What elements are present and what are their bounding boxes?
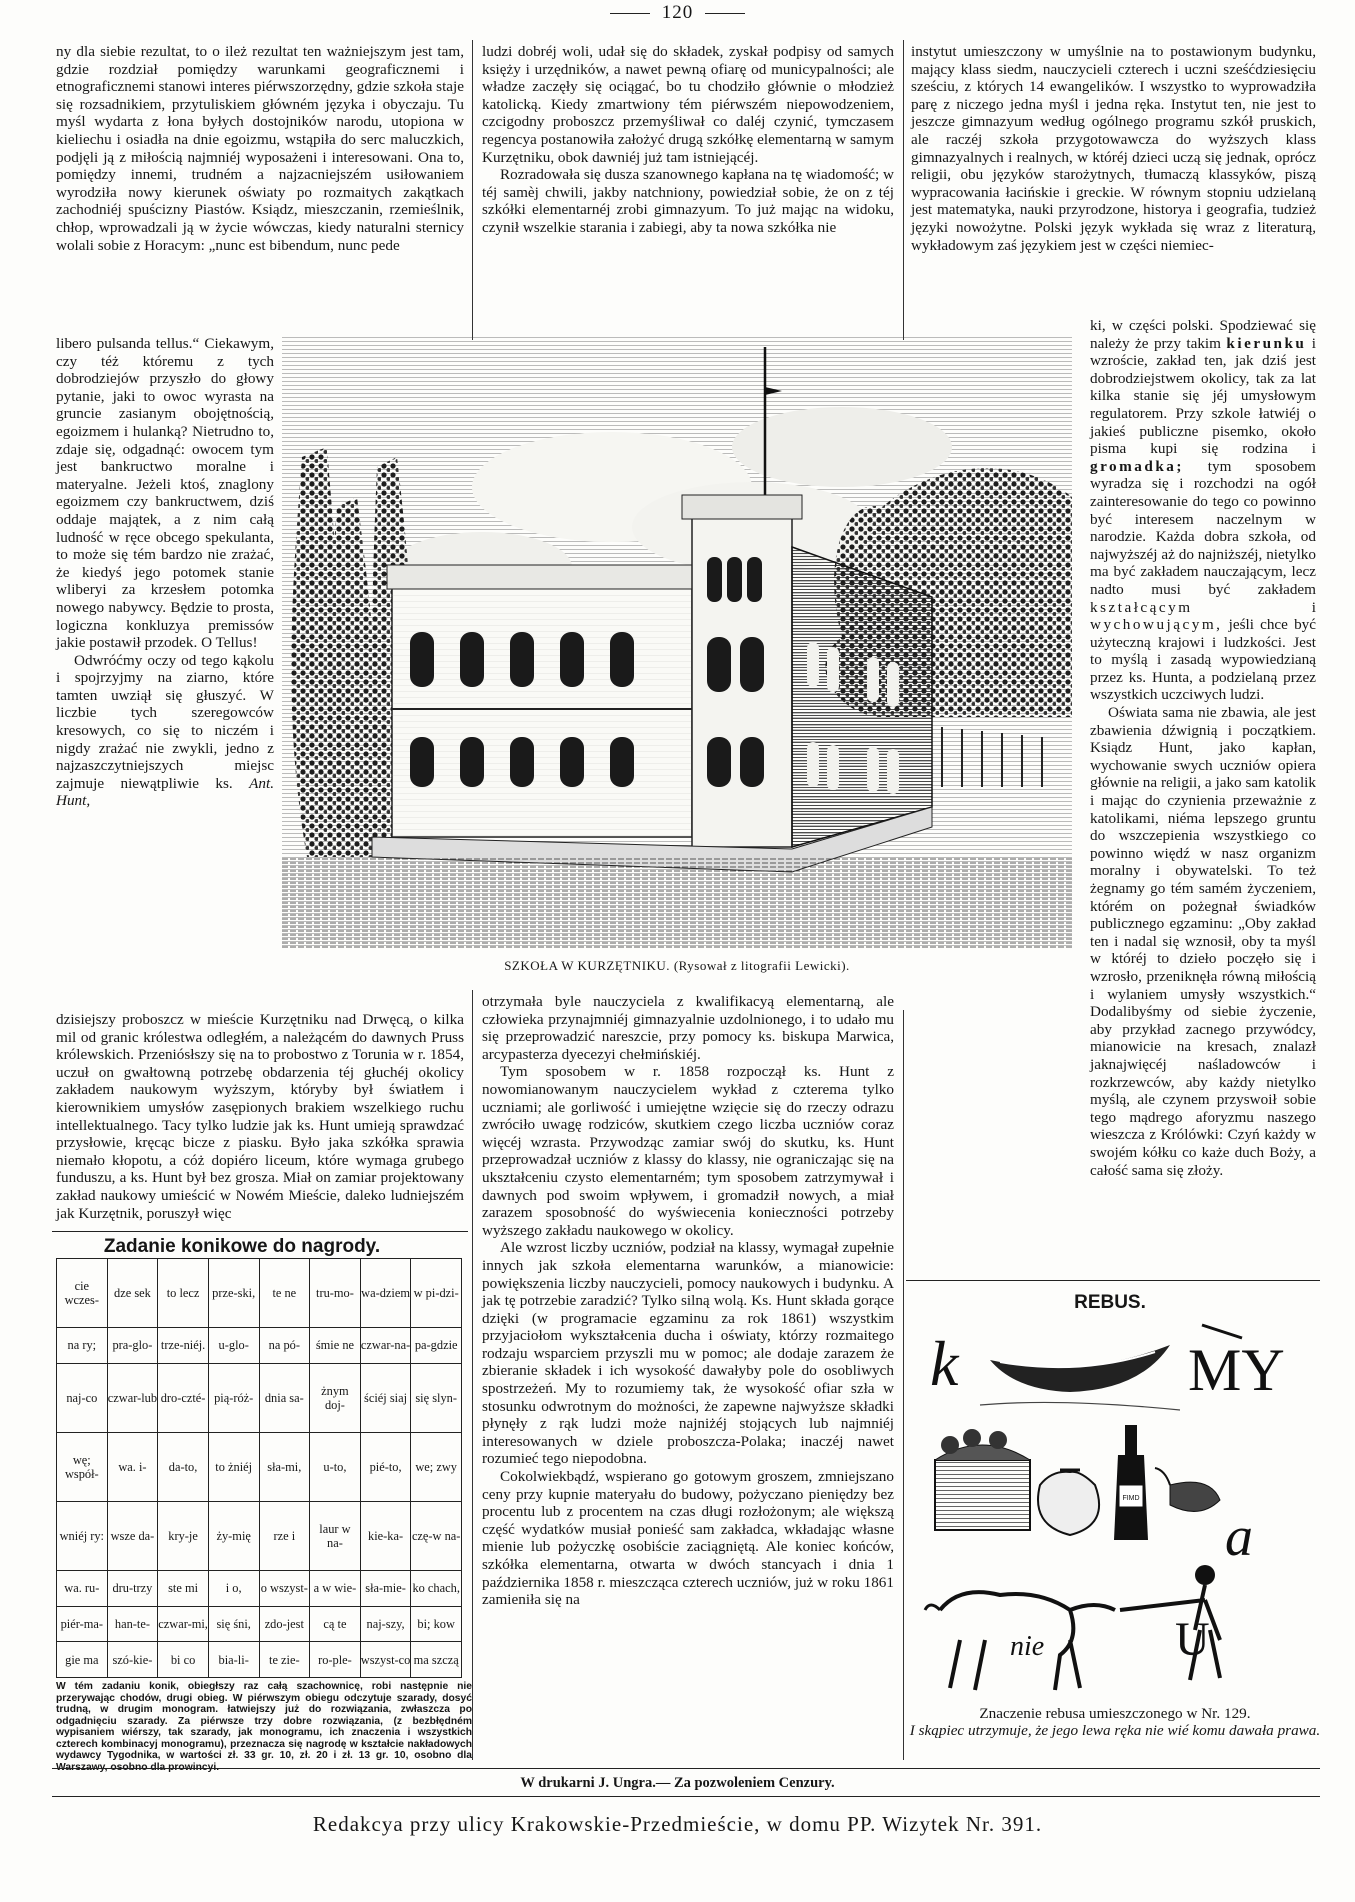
grid-cell: laur w na- <box>310 1501 361 1570</box>
grid-cell: ko chach, <box>411 1570 462 1606</box>
footer-rule-bottom <box>52 1796 1320 1797</box>
footer-rule-top <box>52 1768 1320 1769</box>
column-rule-1 <box>472 40 473 340</box>
emphasis: kształcącym <box>1090 598 1193 616</box>
grid-cell: dze sek <box>107 1259 158 1328</box>
grid-cell: prze-ski, <box>208 1259 259 1328</box>
grid-cell: a w wie- <box>310 1570 361 1606</box>
radish-icon <box>1155 1468 1220 1511</box>
bottle-icon <box>1114 1425 1148 1540</box>
grid-row <box>57 1259 462 1328</box>
paragraph: Tym sposobem w r. 1858 rozpoczął ks. Hunt z nowomianowanym nauczycielem wykład z czterema tylko uczniami; ale gorliwość i umiejętne wzięcie się do rzeczy odrazu zwróciło uwagę rodziców, skutkiem czego liczba uczniów coraz więcéj wzrasta. Przywodząc zamiar swój do skutku, ks. Hunt przeprowadzał uczniów z klassy do klassy, nie ograniczając się na ukształceniu czysto elementarném; tym sposobem zatrzymywał i dawnych pod swoim wpływem, i gromadził nowych, a miał zarazem sposobność do wyświecenia konieczności potrzeby wyższego zakładu naukowego w okolicy. <box>482 1063 894 1239</box>
grid-cell: ro-ple- <box>310 1642 361 1678</box>
grid-cell: kry-je <box>158 1501 209 1570</box>
text-run: ki, w części polski. Spodziewać się należy że przy takim <box>1090 317 1316 352</box>
grid-cell: wniéj ry: <box>57 1501 108 1570</box>
grid-cell: w pi-dzi- <box>411 1259 462 1328</box>
page-header <box>0 2 1355 24</box>
grid-cell: o wszyst- <box>259 1570 310 1606</box>
grid-row <box>57 1328 462 1364</box>
paragraph: Ale wzrost liczby uczniów, podział na klassy, wymagał zupełnie innych jak szkoła elementarna warunków, a mianowicie: powiększenia liczby nauczycieli, pomocy naukowych i budynku. A jak tę potrzebie zaradzić? Tylko silną wolą. Ks. Hunt składa gorące dzięki (w programacie egzaminu za rok 1861) wszystkim przyjaciołom wykształcenia ducha i oświaty, którzy rozmaitego rodzaju wsparciem przyszli mu w pomoc; ale dodaje zarazem że zbieranie składek i ich wysokość dawałyby pole do osobliwych spostrzeżeń. My to rozumiemy tak, że wysokość ofiar szła w stosunku odwrotnym do możności, że zapewne najwyższe składki płynęły z rąk ludzi może najniżéj stojących lub najmniéj interesowanych w dziele proboszcza-Polaka; inaczéj nawet rozumieć tego niepodobna. <box>482 1239 894 1468</box>
grid-cell: gie ma <box>57 1642 108 1678</box>
illustration-caption <box>282 958 1072 974</box>
printer-line: W drukarni J. Ungra.— Za pozwoleniem Cenzury. <box>520 1775 835 1791</box>
grid-cell: śmie ne <box>310 1328 361 1364</box>
puzzle-rule <box>52 1231 468 1232</box>
column-3-top <box>911 43 1316 317</box>
grid-cell: naj-szy, <box>360 1606 411 1642</box>
column-1-bottom <box>56 1011 464 1228</box>
grid-cell: tru-mo- <box>310 1259 361 1328</box>
grid-row <box>57 1642 462 1678</box>
puzzle-note: W tém zadaniu konik, obiegłszy raz całą szachownicę, robi następnie nie przerywając chodów, drugi obieg. W piérwszym obiegu odczytuje szarady, dosyć trudną, w drugim monogram. łatwiejszy już do rozwiązania, zwłaszcza po odgadnięciu szarady. Za piérwsze trzy dobre rozwiązania, (z bezbłędném wypisaniem wiérszy, tak szarady, jak monogramu, ich znaczenia i wszystkich czterech kombinacyj monogramu), przeznacza się nagrodę w kształcie nakładowych wydawcy Tygodnika, w wartości zł. 33 gr. 10, zł. 20 i zł. 13 gr. 10, osobno dla Warszawy, osobno dla prowincyi. <box>56 1681 472 1773</box>
emphasis: wychowującym, <box>1090 616 1223 634</box>
grid-cell: wa-dziem <box>360 1259 411 1328</box>
boat-icon <box>980 1345 1180 1410</box>
grid-cell: wszyst-co <box>360 1642 411 1678</box>
name-italic: Ant. Hunt, <box>56 774 274 810</box>
engraving-school-building <box>282 337 1072 949</box>
paragraph: Cokolwiekbądź, wspierano go gotowym groszem, zmniejszano ceny przy kupnie materyału do budowy, pożyczano pieniędzy bez procentu lub z procentem na czas długi rozłożonym; ale większą część wydatków musiał ponieść sam zakładca, wkładając własne mienie lub pożyczkę osobiście zaciągniętą. Ale koniec końców, szkółka elementarna, otwarta w dwóch stancyach i dnia 1 października 1858 r. mieszcząca czterech uczniów, już w roku 1861 zamieniła się na <box>482 1468 894 1609</box>
grid-cell: pra-glo- <box>107 1328 158 1364</box>
emphasis: gromadka; <box>1090 457 1184 475</box>
paragraph <box>56 652 274 810</box>
emphasis: kierunku <box>1226 334 1307 352</box>
column-rule-1-lower <box>472 990 473 1760</box>
grid-cell: te zie- <box>259 1642 310 1678</box>
grid-cell: kie-ka- <box>360 1501 411 1570</box>
column-2-top <box>482 43 894 335</box>
grid-cell: da-to, <box>158 1432 209 1501</box>
grid-cell: wa. ru- <box>57 1570 108 1606</box>
rebus-rule <box>906 1280 1320 1281</box>
grid-cell: wę; współ- <box>57 1432 108 1501</box>
grid-cell: u-to, <box>310 1432 361 1501</box>
grid-cell: ży-mię <box>208 1501 259 1570</box>
rebus-letter-a: a <box>1225 1506 1253 1568</box>
grid-cell: to żniéj <box>208 1432 259 1501</box>
treasure-chest-icon <box>935 1429 1030 1530</box>
grid-row <box>57 1363 462 1432</box>
column-1-narrow <box>56 335 274 1011</box>
grid-cell: trze-niéj. <box>158 1328 209 1364</box>
text-run: Odwróćmy oczy od tego kąkolu i spojrzyjmy na ziarno, które tamten uwziął się głuszyć. W liczbie tych szeregowców kresowych, co się to niczém i nigdy zrażać nie zwykli, jedno z najzaszczytniejszych miejsc zajmuje niewątpliwie ks. <box>56 651 274 792</box>
grid-cell: i o, <box>208 1570 259 1606</box>
grid-cell: czwar-na- <box>360 1328 411 1364</box>
text-run: i <box>1311 598 1316 616</box>
grid-cell: ma szczą <box>411 1642 462 1678</box>
grid-cell: cą te <box>310 1606 361 1642</box>
rebus-answer: I skąpiec utrzymuje, że jego lewa ręka nie wié komu dawała prawa. <box>909 1722 1321 1739</box>
paragraph: dzisiejszy proboszcz w mieście Kurzętniku nad Drwęcą, o kilka mil od granic królestwa odległém, a należącém do dawnych Pruss królewskich. Przeniósłszy się na to probostwo z Torunia w r. 1854, uczuł on gwałtowną potrzebę obdarzenia téj głuchéj okolicy zakładem naukowym wyższym, któryby był światłem i kierownikiem umysłów zasępionych brakiem wszelkiego ruchu intellektualnego. Tacy tylko ludzie jak ks. Hunt umieją sprawdzać przysłowie, kręcąc bicze z piasku. Było jaka szkółka sprawia niemało kłopotu, a cóż dopiéro liceum, które wymaga grubego funduszu, a ks. Hunt był bez grosza. Miał on zamiar projektowany zakład naukowy umieścić w Nowém Mieście, daleko ludniejszém jak Kurzętnik, poruszył więc <box>56 1011 464 1222</box>
grid-cell: pią-róż- <box>208 1363 259 1432</box>
page-number: 120 <box>661 2 694 23</box>
column-rule-2 <box>903 40 904 340</box>
grid-cell: bia-li- <box>208 1642 259 1678</box>
grid-cell: żnym doj- <box>310 1363 361 1432</box>
paragraph: libero pulsanda tellus.“ Ciekawym, czy téż któremu z tych dobrodziejów przyszło do głowy pytanie, jaki to owoc wyrasta na gruncie zasianym obojętnością, egoizmem i hulanką? Nietrudno to, zdaje się, odgadnąć: owocem tym jest bankructwo moralne i materyalne. Jeżeli ktoś, znaglony egoizmem czy bankructwem, dziś oddaje majątek, a z nim całą ludność w ręce obcego spekulanta, to może się tém bardzo nie zrażać, że kiedyś jego potomek stanie wliberyi za krzesłem potomka nowego nabywcy. Będzie to prosta, logiczna konkluzya premissów jakie postawił przodek. O Tellus! <box>56 335 274 652</box>
rebus-letter-u: U <box>1175 1613 1210 1666</box>
grid-cell: u-glo- <box>208 1328 259 1364</box>
header-rule-left <box>610 13 650 14</box>
grid-cell: się śni, <box>208 1606 259 1642</box>
grid-cell: cie wczes- <box>57 1259 108 1328</box>
caption-credit: (Rysował z litografii Lewicki). <box>673 958 850 973</box>
rebus-title: REBUS. <box>1074 1292 1146 1313</box>
paragraph: ny dla siebie rezultat, to o ileż rezultat ten ważniejszym jest tam, gdzie rozdział pomiędzy warunkami geograficznemi i etnograficznemi stanowi interes piérwszorzędny, gdzie szkoła staje się rozsadnikiem, przytuliskiem główném języka i obyczaju. Tu myśl wydarta z łona byłych dostojników narodu, utopiona w kieliechu i osiadła na dnie egoizmu, wstąpiła do serc maluczkich, podjęli ją z miłością najmniéj wyposażeni i interesowani. Ona to, pomiędzy innemi, trudném a najzacniejszém usiłowaniem wyrodziła nowy kierunek oświaty po rozmaitych zakątkach zachodniéj spuścizny Piastów. Ksiądz, mieszczanin, rzemieślnik, chłop, wprowadzali ją w życie wówczas, kiedy naturalni sternicy wolali sobie z Horacym: „nunc est bibendum, nunc pede <box>56 43 464 254</box>
rebus-illustration <box>920 1310 1305 1698</box>
grid-cell: we; zwy <box>411 1432 462 1501</box>
rebus-letters-nie: nie <box>1010 1631 1045 1662</box>
knight-tour-grid <box>56 1258 462 1678</box>
grid-cell: na ry; <box>57 1328 108 1364</box>
grid-cell: zdo-jest <box>259 1606 310 1642</box>
grid-cell: naj-co <box>57 1363 108 1432</box>
grid-cell: ściéj siaj <box>360 1363 411 1432</box>
grid-cell: bi co <box>158 1642 209 1678</box>
rebus-letters-my: MY <box>1188 1337 1285 1403</box>
grid-row <box>57 1501 462 1570</box>
grid-cell: dro-czté- <box>158 1363 209 1432</box>
grid-cell: pié-to, <box>360 1432 411 1501</box>
grid-cell: piér-ma- <box>57 1606 108 1642</box>
grid-row <box>57 1606 462 1642</box>
grid-cell: pa-gdzie <box>411 1328 462 1364</box>
money-bag-icon <box>1038 1470 1099 1535</box>
grid-cell: czwar-mi, <box>158 1606 209 1642</box>
column-2-bottom <box>482 993 894 1763</box>
grid-row <box>57 1432 462 1501</box>
grid-cell: czwar-lub <box>107 1363 158 1432</box>
puzzle-title: Zadanie konikowe do nagrody. <box>103 1236 381 1257</box>
grid-cell: to lecz <box>158 1259 209 1328</box>
grid-cell: ste mi <box>158 1570 209 1606</box>
grid-cell: wa. i- <box>107 1432 158 1501</box>
grid-row <box>57 1570 462 1606</box>
school-illustration <box>282 337 1072 949</box>
grid-cell: dnia sa- <box>259 1363 310 1432</box>
grid-cell: wsze da- <box>107 1501 158 1570</box>
paragraph: ludzi dobréj woli, udał się do składek, zyskał podpisy od samych księży i urzędników, a nawet pewną ofiarę od municypalności; ale władze zaczęły się ociągać, bo tu chodziło głównie o młodzież katolicką. Kiedy zmartwiony tém piérwszém niepowodzeniem, czcigodny proboszcz przemyśliwał co daléj czynić, tymczasem regencya postanowiła założyć drugą szkółkę elementarną w samym Kurzętniku, obok dawniéj już tam istniejącéj. <box>482 43 894 166</box>
grid-cell: rze i <box>259 1501 310 1570</box>
grid-cell: sła-mie- <box>360 1570 411 1606</box>
grid-cell: dru-trzy <box>107 1570 158 1606</box>
paragraph: otrzymała byle nauczyciela z kwalifikacyą elementarną, ale człowieka przynajmniéj gimnazyalnie uzdolnionego, i to udało mu się przeprowadzić nareszcie, przy pomocy ks. biskupa Marwica, arcypasterza dyecezyi chełmińskiéj. <box>482 993 894 1063</box>
grid-cell: sła-mi, <box>259 1432 310 1501</box>
paragraph: Rozradowała się dusza szanownego kapłana na tę wiadomość; w téj samèj chwili, jakby natchniony, powiedział sobie, że on z téj szkółki elementarnéj zrobi gimnazyum. To już mając na widoku, czynił wszelkie starania i zabiegi, aby ta nowa szkółka nie <box>482 166 894 236</box>
grid-cell: te ne <box>259 1259 310 1328</box>
rebus-explanation-heading: Znaczenie rebusa umieszczonego w Nr. 129. <box>979 1705 1251 1722</box>
grid-cell: na pó- <box>259 1328 310 1364</box>
grid-cell: han-te- <box>107 1606 158 1642</box>
paragraph <box>1090 317 1316 704</box>
paragraph: Oświata sama nie zbawia, ale jest zbawienia dźwignią i początkiem. Ksiądz Hunt, jako kapłan, wychowanie swych uczniów opiera głównie na religii, a jako sam katolik i mając do czynienia przeważnie z katolikami, niéma lepszego gruntu do wszczepienia wszystkiego co powinno więdź w nasz organizm moralny i obywatelski. To też żegnamy go tém samém życzeniem, którém on pożegnał świadków publicznego egzaminu: „Oby zakład ten i nadal się wznosił, oby ta myśl w któréj to dzieło poczęło się i wzrosło, przeniknęła równą miłością i wylaniem umysły wszystkich.“ Dodalibyśmy od siebie życzenie, aby przykład zacnego przywódcy, mianowicie na kresach, znalazł jaknajwięcéj naśladowców i rozkrzewców, aby każdy nietylko myślą, ale czynem przyswoił sobie tego mądrego aforyzmu naszego wieszcza z Królówki: Czyń każdy w swojém kółku co każe duch Boży, a całość sama się złoży. <box>1090 704 1316 1179</box>
grid-cell: czę-w na- <box>411 1501 462 1570</box>
rebus-explanation <box>900 1705 1330 1739</box>
grid-cell: się slyn- <box>411 1363 462 1432</box>
text-run: jeśli chce być użyteczną krajowi i ludzkości. Jest to myślą i zasadą wypowiedzianą przez ks. Hunta, a podzielaną przez wszystkich uczciwych ludzi. <box>1090 616 1316 704</box>
header-rule-right <box>705 13 745 14</box>
text-run: tym sposobem wyradza się i rozchodzi na ogół zainteresowanie do tego co powinno być interesem naczelnym w narodzie. Każda dobra szkoła, od najwyższéj aż do najniższéj, nietylko ma być zakładem nauczającym, lecz nadto musi być zakładem <box>1090 457 1316 598</box>
bottle-label: FIMD <box>1122 1495 1140 1502</box>
rebus-letter-k: k <box>930 1328 959 1399</box>
column-3-narrow <box>1090 317 1317 1179</box>
caption-title: SZKOŁA W KURZĘTNIKU. <box>504 958 671 973</box>
rebus-picture <box>920 1310 1305 1698</box>
column-1-top <box>56 43 464 335</box>
grid-cell: bi; kow <box>411 1606 462 1642</box>
grid-cell: szó-kie- <box>107 1642 158 1678</box>
paragraph: instytut umieszczony w umyślnie na to postawionym budynku, mający klass siedm, nauczycieli czterech i uczni sześćdziesięciu sześciu, z których 14 ewangelików. I wszystko to wyprowadziła parę z niczego jedna myśl i jedna ręka. Instytut ten, nie jest to jeszcze gimnazyum według ogólnego programu szkół pruskich, ale raczéj szkoła przygotowawcza do wyższych klass gimnazyalnych i realnych, w któréj dzieci uczą się jednak, oprócz religii, obu języków starożytnych, tłumaczą klassyków, piszą wypracowania łacińskie i greckie. W równym stopniu udzielaną jest matematyka, nauki przyrodzone, historya i geografia, tudzież języki nowożytne. Polski język wykłada się wraz z literaturą, wykładowym zaś językiem jest w części niemiec- <box>911 43 1316 254</box>
text-run: i wzroście, zakład ten, jak dziś jest dobrodziejstwem okolicy, tak za lat kilka stanie się jéj umysłowym regulatorem. Przy szkole łatwiéj o jakieś publiczne pisemko, około pisma kupi się rodzina i <box>1090 334 1317 458</box>
editorial-address: Redakcya przy ulicy Krakowskie-Przedmieście, w domu PP. Wizytek Nr. 391. <box>312 1812 1043 1836</box>
column-rule-2-lower <box>903 1010 904 1760</box>
